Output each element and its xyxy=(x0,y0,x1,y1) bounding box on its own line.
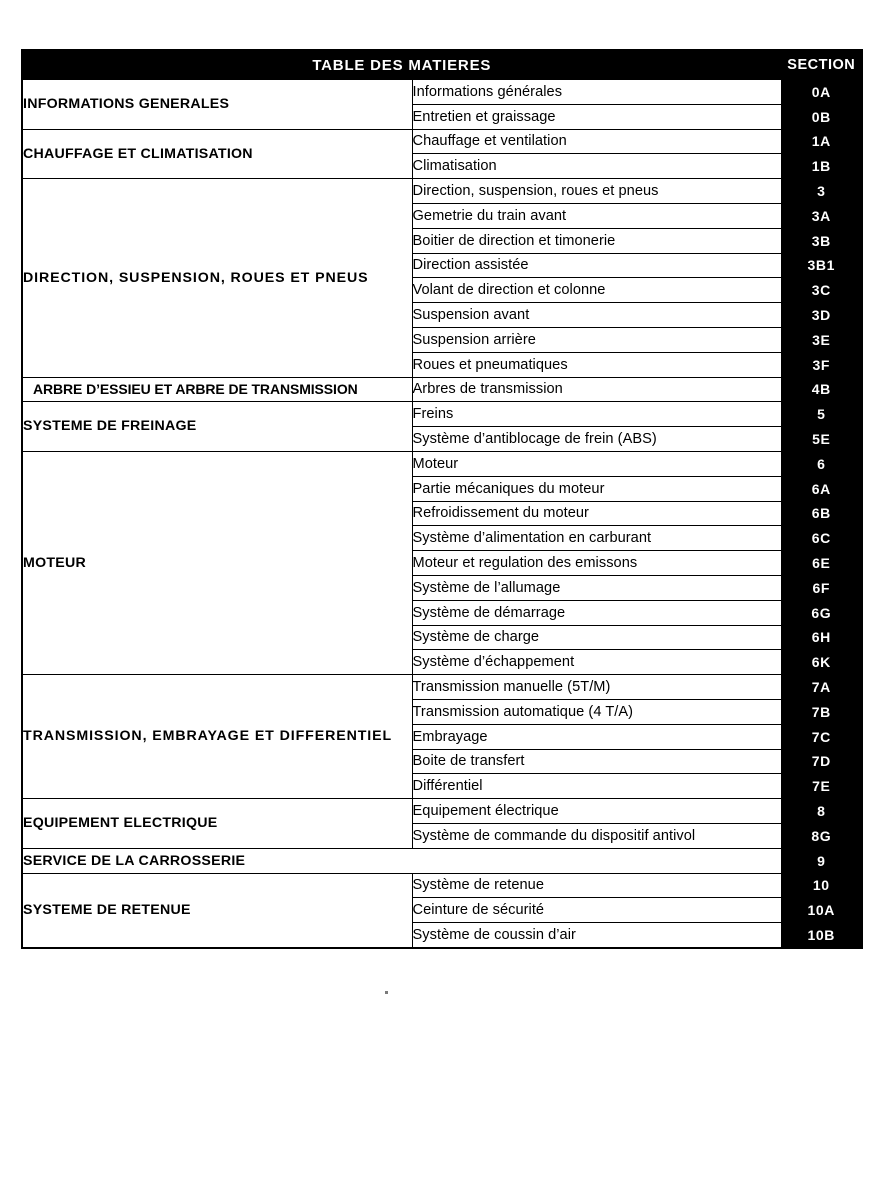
section-code: 6F xyxy=(781,575,862,600)
item-label: Boite de transfert xyxy=(412,749,781,774)
section-code: 6C xyxy=(781,526,862,551)
table-row xyxy=(22,129,862,154)
item-label: Volant de direction et colonne xyxy=(412,278,781,303)
item-label: Moteur xyxy=(412,451,781,476)
section-code: 7A xyxy=(781,675,862,700)
item-label: Système d’antiblocage de frein (ABS) xyxy=(412,427,781,452)
section-code: 4B xyxy=(781,377,862,402)
item-label: Partie mécaniques du moteur xyxy=(412,476,781,501)
toc-table-head xyxy=(22,50,862,80)
group-title: DIRECTION, SUSPENSION, ROUES ET PNEUS xyxy=(22,179,412,377)
item-label: Suspension arrière xyxy=(412,327,781,352)
section-code: 10 xyxy=(781,873,862,898)
item-label: Informations générales xyxy=(412,80,781,105)
item-label: Chauffage et ventilation xyxy=(412,129,781,154)
section-code: 8G xyxy=(781,823,862,848)
table-row xyxy=(22,402,862,427)
section-code: 6K xyxy=(781,650,862,675)
toc-title: TABLE DES MATIERES xyxy=(22,50,781,80)
group-title: CHAUFFAGE ET CLIMATISATION xyxy=(22,129,412,179)
item-label: Embrayage xyxy=(412,724,781,749)
section-code: 6A xyxy=(781,476,862,501)
item-label: Transmission automatique (4 T/A) xyxy=(412,699,781,724)
group-title: SYSTEME DE RETENUE xyxy=(22,873,412,948)
item-label: Moteur et regulation des emissons xyxy=(412,551,781,576)
section-code: 9 xyxy=(781,848,862,873)
item-label: Entretien et graissage xyxy=(412,104,781,129)
item-label: Système de coussin d’air xyxy=(412,923,781,948)
item-label: Climatisation xyxy=(412,154,781,179)
item-label: Freins xyxy=(412,402,781,427)
section-code: 3A xyxy=(781,203,862,228)
item-label: Système de l’allumage xyxy=(412,575,781,600)
section-code: 5E xyxy=(781,427,862,452)
section-code: 7D xyxy=(781,749,862,774)
table-row xyxy=(22,377,862,402)
scan-artifact-speck xyxy=(385,991,388,994)
item-label: Système de démarrage xyxy=(412,600,781,625)
section-code: 10B xyxy=(781,923,862,948)
section-code: 3C xyxy=(781,278,862,303)
item-label: Système de charge xyxy=(412,625,781,650)
section-code: 3D xyxy=(781,303,862,328)
section-code: 6 xyxy=(781,451,862,476)
group-title: EQUIPEMENT ELECTRIQUE xyxy=(22,799,412,849)
group-title: TRANSMISSION, EMBRAYAGE ET DIFFERENTIEL xyxy=(22,675,412,799)
section-code: 3B1 xyxy=(781,253,862,278)
item-label: Système de commande du dispositif antivol xyxy=(412,823,781,848)
item-label: Ceinture de sécurité xyxy=(412,898,781,923)
table-row xyxy=(22,179,862,204)
item-label: Boitier de direction et timonerie xyxy=(412,228,781,253)
item-label: Suspension avant xyxy=(412,303,781,328)
table-row xyxy=(22,799,862,824)
section-code: 7B xyxy=(781,699,862,724)
section-code: 7E xyxy=(781,774,862,799)
section-code: 1A xyxy=(781,129,862,154)
table-row xyxy=(22,848,862,873)
item-label: Equipement électrique xyxy=(412,799,781,824)
section-code: 1B xyxy=(781,154,862,179)
item-label: Direction assistée xyxy=(412,253,781,278)
table-row xyxy=(22,80,862,105)
toc-header-row xyxy=(22,50,862,80)
toc-table xyxy=(21,49,863,949)
item-label: Refroidissement du moteur xyxy=(412,501,781,526)
table-of-contents xyxy=(21,49,861,949)
group-title: MOTEUR xyxy=(22,451,412,674)
section-code: 10A xyxy=(781,898,862,923)
table-row xyxy=(22,873,862,898)
table-row xyxy=(22,451,862,476)
section-code: 0B xyxy=(781,104,862,129)
section-code: 6E xyxy=(781,551,862,576)
section-code: 5 xyxy=(781,402,862,427)
item-label: Gemetrie du train avant xyxy=(412,203,781,228)
section-code: 6B xyxy=(781,501,862,526)
section-code: 6G xyxy=(781,600,862,625)
item-label: Transmission manuelle (5T/M) xyxy=(412,675,781,700)
section-code: 7C xyxy=(781,724,862,749)
section-code: 3F xyxy=(781,352,862,377)
item-label: Système de retenue xyxy=(412,873,781,898)
table-row xyxy=(22,675,862,700)
item-label: Roues et pneumatiques xyxy=(412,352,781,377)
section-code: 6H xyxy=(781,625,862,650)
item-label: Arbres de transmission xyxy=(412,377,781,402)
group-title: ARBRE D’ESSIEU ET ARBRE DE TRANSMISSION xyxy=(22,377,412,402)
section-code: 0A xyxy=(781,80,862,105)
section-code: 3B xyxy=(781,228,862,253)
toc-section-column-header: SECTION xyxy=(781,50,862,80)
toc-table-body xyxy=(22,80,862,948)
group-title-fullwidth: SERVICE DE LA CARROSSERIE xyxy=(22,848,781,873)
group-title: INFORMATIONS GENERALES xyxy=(22,80,412,130)
section-code: 8 xyxy=(781,799,862,824)
item-label: Différentiel xyxy=(412,774,781,799)
section-code: 3 xyxy=(781,179,862,204)
section-code: 3E xyxy=(781,327,862,352)
item-label: Direction, suspension, roues et pneus xyxy=(412,179,781,204)
group-title: SYSTEME DE FREINAGE xyxy=(22,402,412,452)
item-label: Système d’alimentation en carburant xyxy=(412,526,781,551)
item-label: Système d’échappement xyxy=(412,650,781,675)
